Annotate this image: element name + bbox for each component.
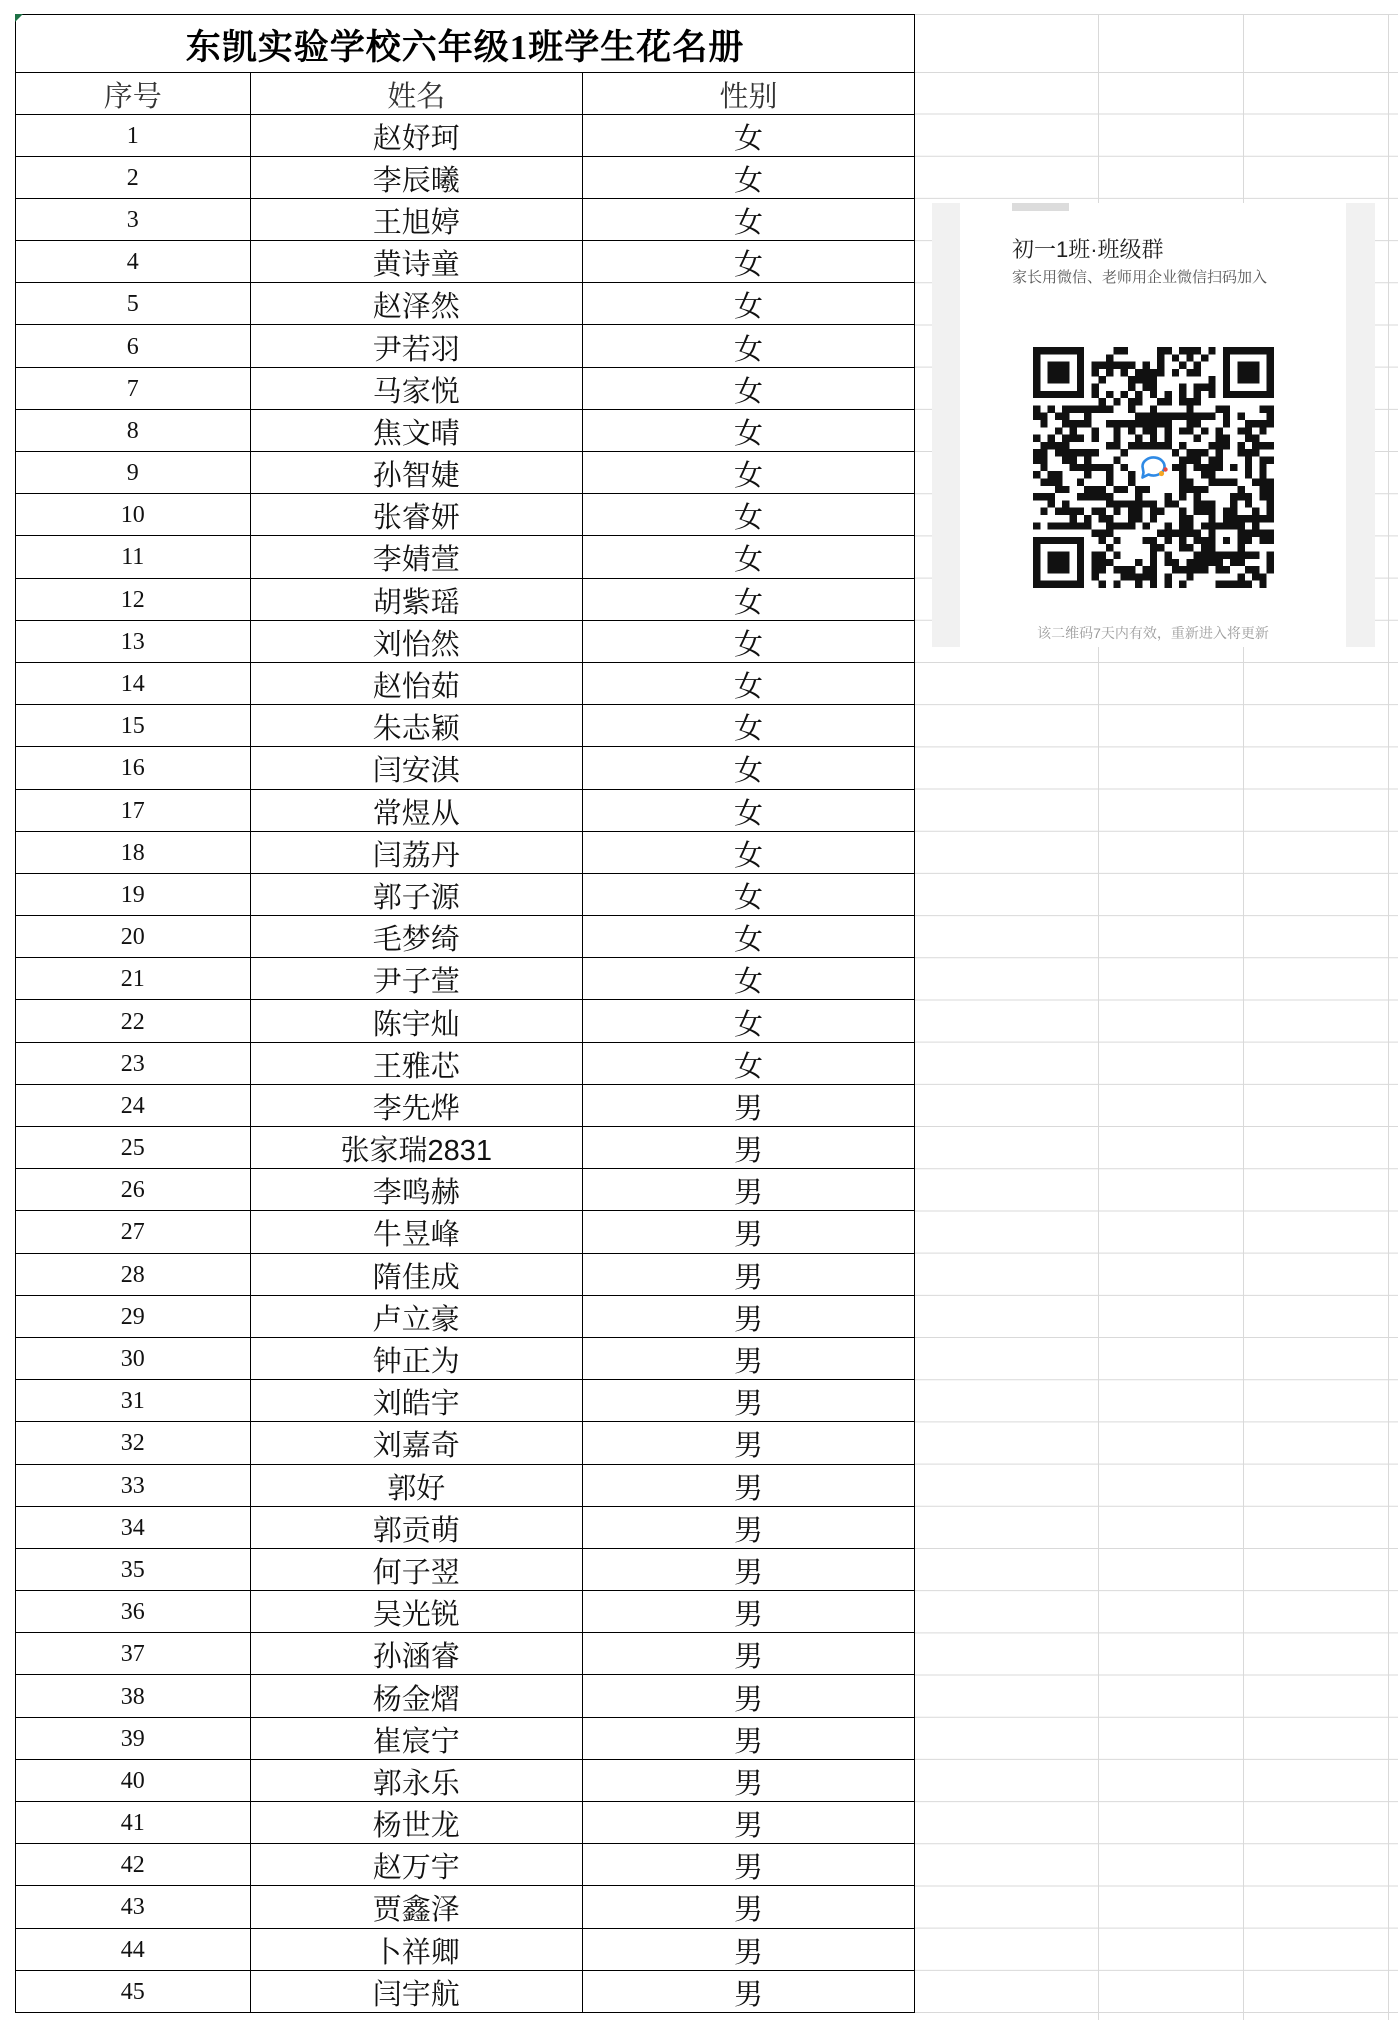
student-name-cell[interactable]: 朱志颖 [251, 705, 584, 747]
student-name-cell[interactable]: 卜祥卿 [251, 1929, 584, 1971]
row-index-cell[interactable]: 15 [16, 705, 251, 747]
row-index-cell[interactable]: 9 [16, 452, 251, 494]
student-name-cell[interactable]: 何子翌 [251, 1549, 584, 1591]
header-index[interactable]: 序号 [16, 73, 251, 115]
row-index-cell[interactable]: 41 [16, 1802, 251, 1844]
student-gender-cell[interactable]: 女 [583, 115, 915, 157]
student-gender-cell[interactable]: 男 [583, 1549, 915, 1591]
student-gender-cell[interactable]: 男 [583, 1929, 915, 1971]
student-gender-cell[interactable]: 女 [583, 663, 915, 705]
student-name-cell[interactable]: 李先烨 [251, 1085, 584, 1127]
roster-table [15, 14, 915, 2013]
student-gender-cell[interactable]: 男 [583, 1633, 915, 1675]
row-index-cell[interactable]: 45 [16, 1971, 251, 2013]
student-name-cell[interactable]: 刘嘉奇 [251, 1422, 584, 1464]
row-index-cell[interactable]: 18 [16, 832, 251, 874]
row-index-cell[interactable]: 2 [16, 157, 251, 199]
student-name-cell[interactable]: 赵妤珂 [251, 115, 584, 157]
student-name-cell[interactable]: 李婧萱 [251, 536, 584, 578]
student-name-cell[interactable]: 张家瑞2831 [251, 1127, 584, 1169]
student-name-cell[interactable]: 郭贡萌 [251, 1507, 584, 1549]
row-index-cell[interactable]: 25 [16, 1127, 251, 1169]
student-gender-cell[interactable]: 男 [583, 1169, 915, 1211]
student-name-cell[interactable]: 牛昱峰 [251, 1211, 584, 1253]
student-gender-cell[interactable]: 男 [583, 1211, 915, 1253]
qr-group-name: 初一1班·班级群 [1012, 237, 1164, 262]
student-name-cell[interactable]: 尹若羽 [251, 325, 584, 367]
student-name-cell[interactable]: 毛梦绮 [251, 916, 584, 958]
student-name-cell[interactable]: 赵泽然 [251, 283, 584, 325]
student-gender-cell[interactable]: 男 [583, 1085, 915, 1127]
student-gender-cell[interactable]: 男 [583, 1591, 915, 1633]
student-gender-cell[interactable]: 男 [583, 1675, 915, 1717]
row-index-cell[interactable]: 34 [16, 1507, 251, 1549]
row-index-cell[interactable]: 26 [16, 1169, 251, 1211]
student-name-cell[interactable]: 赵万宇 [251, 1844, 584, 1886]
row-index-cell[interactable]: 22 [16, 1000, 251, 1042]
student-name-cell[interactable]: 杨金熠 [251, 1675, 584, 1717]
student-name-cell[interactable]: 马家悦 [251, 368, 584, 410]
row-index-cell[interactable]: 29 [16, 1296, 251, 1338]
row-index-cell[interactable]: 37 [16, 1633, 251, 1675]
student-gender-cell[interactable]: 女 [583, 452, 915, 494]
row-index-cell[interactable]: 38 [16, 1675, 251, 1717]
student-gender-cell[interactable]: 女 [583, 325, 915, 367]
row-index-cell[interactable]: 5 [16, 283, 251, 325]
student-gender-cell[interactable]: 女 [583, 199, 915, 241]
row-index-cell[interactable]: 12 [16, 579, 251, 621]
row-index-cell[interactable]: 6 [16, 325, 251, 367]
student-name-cell[interactable]: 孙涵睿 [251, 1633, 584, 1675]
student-gender-cell[interactable]: 女 [583, 832, 915, 874]
header-name[interactable]: 姓名 [251, 73, 584, 115]
row-index-cell[interactable]: 19 [16, 874, 251, 916]
qr-top-bar [1012, 203, 1069, 211]
student-gender-cell[interactable]: 女 [583, 494, 915, 536]
row-index-cell[interactable]: 20 [16, 916, 251, 958]
row-index-cell[interactable]: 17 [16, 790, 251, 832]
row-index-cell[interactable]: 40 [16, 1760, 251, 1802]
student-name-cell[interactable]: 孙智婕 [251, 452, 584, 494]
student-name-cell[interactable]: 刘皓宇 [251, 1380, 584, 1422]
student-gender-cell[interactable]: 女 [583, 157, 915, 199]
roster-title[interactable]: 东凯实验学校六年级1班学生花名册 [16, 15, 915, 73]
row-index-cell[interactable]: 33 [16, 1465, 251, 1507]
student-gender-cell[interactable]: 女 [583, 747, 915, 789]
cell-corner-marker [15, 14, 23, 22]
row-index-cell[interactable]: 23 [16, 1043, 251, 1085]
row-index-cell[interactable]: 11 [16, 536, 251, 578]
student-gender-cell[interactable]: 女 [583, 916, 915, 958]
student-gender-cell[interactable]: 男 [583, 1338, 915, 1380]
student-gender-cell[interactable]: 男 [583, 1422, 915, 1464]
student-gender-cell[interactable]: 女 [583, 705, 915, 747]
row-index-cell[interactable]: 28 [16, 1254, 251, 1296]
row-index-cell[interactable]: 39 [16, 1718, 251, 1760]
student-gender-cell[interactable]: 男 [583, 1507, 915, 1549]
student-name-cell[interactable]: 郭子源 [251, 874, 584, 916]
row-index-cell[interactable]: 3 [16, 199, 251, 241]
student-name-cell[interactable]: 闫安淇 [251, 747, 584, 789]
student-gender-cell[interactable]: 女 [583, 790, 915, 832]
student-name-cell[interactable]: 黄诗童 [251, 241, 584, 283]
student-gender-cell[interactable]: 女 [583, 579, 915, 621]
student-name-cell[interactable]: 闫宇航 [251, 1971, 584, 2013]
student-name-cell[interactable]: 吴光锐 [251, 1591, 584, 1633]
row-index-cell[interactable]: 16 [16, 747, 251, 789]
row-index-cell[interactable]: 24 [16, 1085, 251, 1127]
student-gender-cell[interactable]: 男 [583, 1760, 915, 1802]
row-index-cell[interactable]: 30 [16, 1338, 251, 1380]
student-name-cell[interactable]: 焦文晴 [251, 410, 584, 452]
qr-expiry-note: 该二维码7天内有效，重新进入将更新 [1037, 625, 1269, 641]
student-name-cell[interactable]: 赵怡茹 [251, 663, 584, 705]
student-gender-cell[interactable]: 女 [583, 410, 915, 452]
student-gender-cell[interactable]: 男 [583, 1844, 915, 1886]
row-index-cell[interactable]: 4 [16, 241, 251, 283]
row-index-cell[interactable]: 31 [16, 1380, 251, 1422]
student-name-cell[interactable]: 王雅芯 [251, 1043, 584, 1085]
student-name-cell[interactable]: 张睿妍 [251, 494, 584, 536]
student-gender-cell[interactable]: 女 [583, 241, 915, 283]
student-gender-cell[interactable]: 男 [583, 1296, 915, 1338]
student-name-cell[interactable]: 李鸣赫 [251, 1169, 584, 1211]
header-gender[interactable]: 性别 [583, 73, 915, 115]
student-name-cell[interactable]: 贾鑫泽 [251, 1886, 584, 1928]
wecom-chat-bubble-icon [1136, 450, 1172, 486]
row-index-cell[interactable]: 44 [16, 1929, 251, 1971]
row-index-cell[interactable]: 7 [16, 368, 251, 410]
student-gender-cell[interactable]: 男 [583, 1465, 915, 1507]
row-index-cell[interactable]: 21 [16, 958, 251, 1000]
student-name-cell[interactable]: 常煜从 [251, 790, 584, 832]
student-gender-cell[interactable]: 女 [583, 1000, 915, 1042]
qr-instruction: 家长用微信、老师用企业微信扫码加入 [1012, 269, 1268, 286]
student-name-cell[interactable]: 钟正为 [251, 1338, 584, 1380]
student-name-cell[interactable]: 刘怡然 [251, 621, 584, 663]
student-name-cell[interactable]: 卢立豪 [251, 1296, 584, 1338]
student-gender-cell[interactable]: 男 [583, 1802, 915, 1844]
student-gender-cell[interactable]: 女 [583, 283, 915, 325]
student-gender-cell[interactable]: 男 [583, 1380, 915, 1422]
student-name-cell[interactable]: 闫荔丹 [251, 832, 584, 874]
row-index-cell[interactable]: 1 [16, 115, 251, 157]
student-name-cell[interactable]: 崔宸宁 [251, 1718, 584, 1760]
row-index-cell[interactable]: 32 [16, 1422, 251, 1464]
student-name-cell[interactable]: 陈宇灿 [251, 1000, 584, 1042]
student-name-cell[interactable]: 隋佳成 [251, 1254, 584, 1296]
student-name-cell[interactable]: 胡紫瑶 [251, 579, 584, 621]
row-index-cell[interactable]: 10 [16, 494, 251, 536]
student-gender-cell[interactable]: 女 [583, 536, 915, 578]
row-index-cell[interactable]: 35 [16, 1549, 251, 1591]
row-index-cell[interactable]: 42 [16, 1844, 251, 1886]
student-name-cell[interactable]: 杨世龙 [251, 1802, 584, 1844]
row-index-cell[interactable]: 8 [16, 410, 251, 452]
student-gender-cell[interactable]: 女 [583, 958, 915, 1000]
student-gender-cell[interactable]: 男 [583, 1127, 915, 1169]
row-index-cell[interactable]: 36 [16, 1591, 251, 1633]
student-gender-cell[interactable]: 男 [583, 1718, 915, 1760]
student-name-cell[interactable]: 郭永乐 [251, 1760, 584, 1802]
student-gender-cell[interactable]: 女 [583, 368, 915, 410]
student-name-cell[interactable]: 郭好 [251, 1465, 584, 1507]
row-index-cell[interactable]: 14 [16, 663, 251, 705]
student-gender-cell[interactable]: 男 [583, 1971, 915, 2013]
student-gender-cell[interactable]: 女 [583, 874, 915, 916]
student-gender-cell[interactable]: 女 [583, 621, 915, 663]
row-index-cell[interactable]: 43 [16, 1886, 251, 1928]
qr-card [932, 203, 1375, 647]
student-gender-cell[interactable]: 男 [583, 1254, 915, 1296]
qr-code [1033, 347, 1274, 588]
student-name-cell[interactable]: 王旭婷 [251, 199, 584, 241]
student-gender-cell[interactable]: 女 [583, 1043, 915, 1085]
student-name-cell[interactable]: 尹子萱 [251, 958, 584, 1000]
student-gender-cell[interactable]: 男 [583, 1886, 915, 1928]
row-index-cell[interactable]: 13 [16, 621, 251, 663]
student-name-cell[interactable]: 李辰曦 [251, 157, 584, 199]
row-index-cell[interactable]: 27 [16, 1211, 251, 1253]
